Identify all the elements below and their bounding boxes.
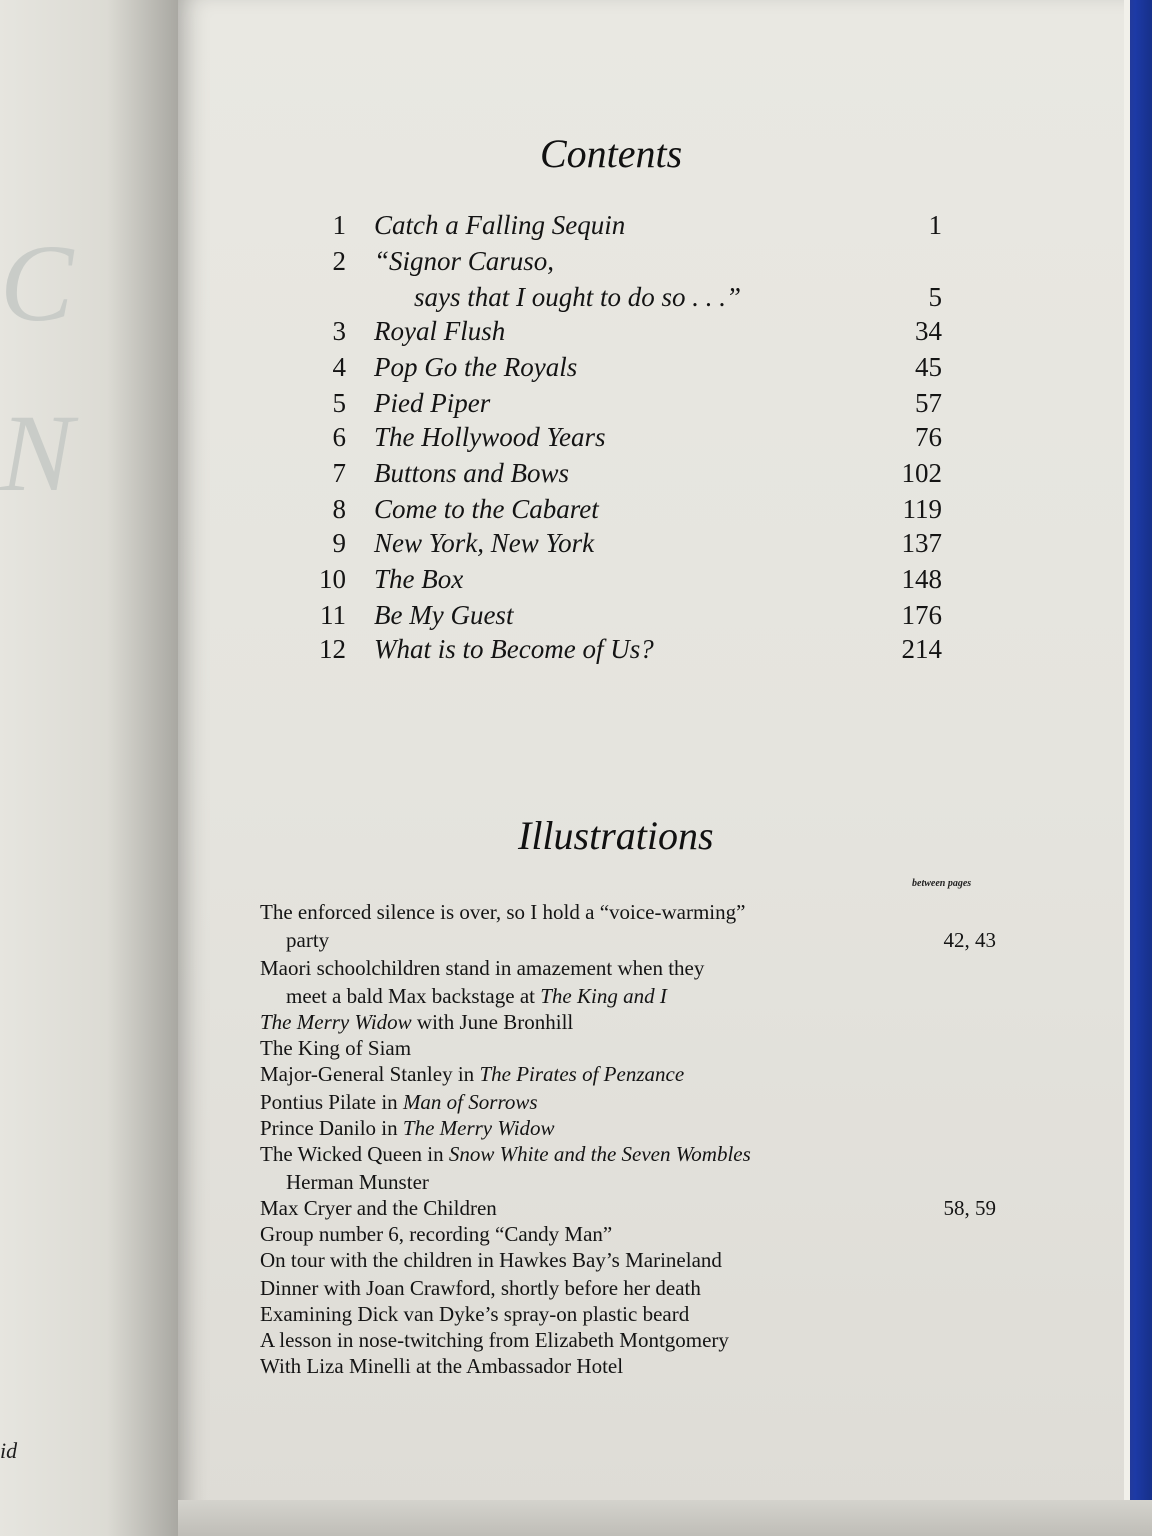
caption-italic-title: The Pirates of Penzance (479, 1062, 685, 1086)
illustration-caption (260, 1248, 722, 1273)
chapter-title: “Signor Caruso, (374, 246, 555, 276)
illustrations-heading: Illustrations (518, 813, 714, 858)
chapter-title: Come to the Cabaret (374, 494, 599, 524)
contents-entry (0, 564, 1152, 600)
show-through-glyph: N (0, 392, 74, 514)
chapter-title: The Box (374, 564, 464, 594)
chapter-number: 8 (332, 494, 346, 524)
caption-text: A lesson in nose-twitching from Elizabeth Montgomery (260, 1328, 729, 1352)
chapter-title: The Hollywood Years (374, 422, 606, 452)
chapter-number: 9 (332, 528, 346, 558)
illustration-caption (260, 1090, 538, 1115)
chapter-page-number: 137 (901, 528, 942, 558)
caption-text: Group number 6, recording “Candy Man” (260, 1222, 613, 1246)
illustration-caption (260, 1276, 701, 1301)
chapter-number: 5 (332, 388, 346, 418)
illustration-caption (260, 1010, 573, 1035)
chapter-number: 4 (332, 352, 346, 382)
chapter-number: 10 (319, 564, 346, 594)
illustration-caption (260, 1062, 684, 1087)
chapter-page-number: 57 (915, 388, 942, 418)
contents-entry (0, 282, 1152, 318)
contents-entry (0, 210, 1152, 246)
chapter-number: 12 (319, 634, 346, 664)
caption-text: Examining Dick van Dyke’s spray-on plastic beard (260, 1302, 690, 1326)
contents-entry (0, 494, 1152, 530)
illustration-caption (260, 1328, 729, 1353)
chapter-page-number: 5 (928, 282, 942, 312)
illustration-caption (260, 900, 745, 925)
chapter-title: Buttons and Bows (374, 458, 570, 488)
contents-entry (0, 634, 1152, 670)
chapter-title: Catch a Falling Sequin (374, 210, 626, 240)
caption-text: With Liza Minelli at the Ambassador Hotel (260, 1354, 624, 1378)
contents-entry (0, 600, 1152, 636)
chapter-page-number: 176 (901, 600, 942, 630)
contents-entry (0, 458, 1152, 494)
illustration-caption (260, 1142, 751, 1167)
between-pages-label: between pages (912, 878, 972, 889)
illustration-caption (260, 1302, 689, 1327)
illustration-caption (260, 1222, 612, 1247)
contents-entry (0, 316, 1152, 352)
chapter-number: 1 (332, 210, 346, 240)
chapter-number: 11 (320, 600, 346, 630)
illustration-caption (286, 1170, 429, 1195)
caption-italic-title: The King and I (540, 984, 667, 1008)
contents-entry (0, 352, 1152, 388)
contents-heading: Contents (540, 131, 683, 176)
show-through-glyph: C (0, 222, 74, 344)
chapter-title: Pied Piper (374, 388, 491, 418)
caption-text: meet a bald Max backstage at (286, 984, 541, 1008)
chapter-number: 2 (332, 246, 346, 276)
caption-text: party (286, 928, 330, 952)
chapter-title: What is to Become of Us? (374, 634, 654, 664)
page-bottom-edge (178, 1500, 1152, 1536)
chapter-number: 7 (332, 458, 346, 488)
caption-text: Pontius Pilate in (260, 1090, 403, 1114)
chapter-page-number: 76 (915, 422, 942, 452)
chapter-number: 6 (332, 422, 346, 452)
caption-text: The Wicked Queen in (260, 1142, 449, 1166)
illustration-caption (260, 1036, 411, 1061)
caption-text: Max Cryer and the Children (260, 1196, 497, 1220)
illustration-caption (260, 956, 704, 981)
illustration-caption (286, 928, 329, 953)
chapter-title: Pop Go the Royals (374, 352, 578, 382)
left-page-corner-text: id (0, 1438, 18, 1463)
chapter-number: 3 (332, 316, 346, 346)
illustration-caption (260, 1354, 623, 1379)
chapter-page-number: 45 (915, 352, 942, 382)
chapter-page-number: 214 (901, 634, 942, 664)
chapter-title: Royal Flush (374, 316, 506, 346)
caption-text: Maori schoolchildren stand in amazement when they (260, 956, 705, 980)
caption-text: Herman Munster (286, 1170, 429, 1194)
chapter-page-number: 119 (902, 494, 942, 524)
contents-entry (0, 422, 1152, 458)
contents-entry (0, 246, 1152, 282)
caption-text: The enforced silence is over, so I hold a “voice-warming” (260, 900, 746, 924)
caption-italic-title: Snow White and the Seven Wombles (448, 1142, 751, 1166)
chapter-title: New York, New York (374, 528, 595, 558)
caption-italic-title: The Merry Widow (260, 1010, 412, 1034)
illustration-caption (286, 984, 667, 1009)
caption-text-after: with June Bronhill (411, 1010, 574, 1034)
chapter-page-number: 34 (915, 316, 942, 346)
illustration-caption (260, 1196, 497, 1221)
chapter-page-number: 148 (901, 564, 942, 594)
chapter-title: Be My Guest (374, 600, 514, 630)
illustration-pages: 42, 43 (943, 928, 996, 952)
chapter-title: says that I ought to do so . . .” (414, 282, 742, 312)
caption-text: Major-General Stanley in (260, 1062, 480, 1086)
chapter-page-number: 102 (901, 458, 942, 488)
caption-italic-title: The Merry Widow (402, 1116, 555, 1140)
caption-text: On tour with the children in Hawkes Bay’s Marineland (260, 1248, 722, 1272)
caption-text: Prince Danilo in (260, 1116, 403, 1140)
caption-text: Dinner with Joan Crawford, shortly before her death (260, 1276, 701, 1300)
chapter-page-number: 1 (928, 210, 942, 240)
illustration-pages: 58, 59 (943, 1196, 996, 1220)
caption-italic-title: Man of Sorrows (402, 1090, 538, 1114)
caption-text: The King of Siam (260, 1036, 412, 1060)
illustration-caption (260, 1116, 555, 1141)
contents-entry (0, 388, 1152, 424)
contents-entry (0, 528, 1152, 564)
